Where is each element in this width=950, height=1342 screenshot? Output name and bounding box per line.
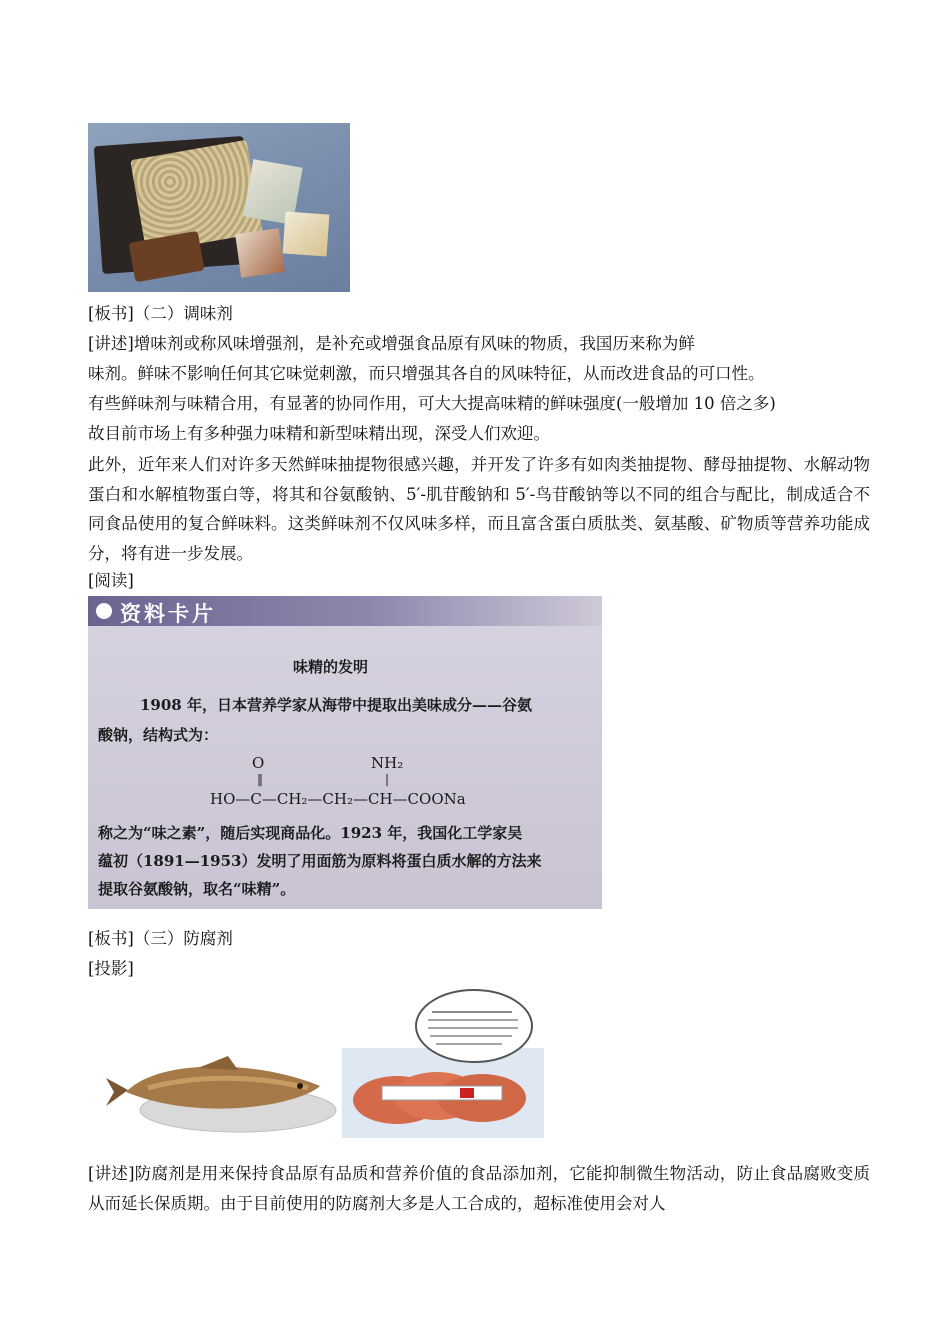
salted-fish-photo — [88, 1040, 338, 1138]
card-text: 提取谷氨酸钠，取名“味精”。 — [98, 880, 296, 898]
single-bond: | — [385, 772, 390, 786]
fish-drawing — [88, 1040, 338, 1138]
lecture-line: 有些鲜味剂与味精合用，有显著的协同作用，可大大提高味精的鲜味强度(一般增加 10 倍之多) — [88, 394, 776, 413]
board-note-preservative: [板书]（三）防腐剂 — [88, 929, 233, 948]
lecture-line: 故目前市场上有多种强力味精和新型味精出现，深受人们欢迎。 — [88, 424, 550, 443]
seasoning-packet — [283, 212, 330, 257]
card-text: 1908 年，日本营养学家从海带中提取出美味成分——谷氨 — [140, 696, 532, 714]
lecture-paragraph: [讲述]防腐剂是用来保持食品原有品质和营养价值的食品添加剂，它能抑制微生物活动，防止食品腐败变质从而延长保质期。由于目前使用的防腐剂大多是人工合成的，超标准使用会对人 — [88, 1164, 870, 1213]
lecture-paragraph: 此外，近年来人们对许多天然鲜味抽提物很感兴趣，并开发了许多有如肉类抽提物、酵母抽提物、水解动物蛋白和水解植物蛋白等，将其和谷氨酸钠、5′-肌苷酸钠和 5′-鸟苷酸钠等以不同的组合与配比，制成适合不同食品使用的复合鲜味料。这类鲜味剂不仅风味多样，而且富含蛋白质肽类、氨基酸、矿物质等营养功能成分，将有进一步发展。 — [88, 455, 870, 563]
board-note-seasoning: [板书]（二）调味剂 — [88, 304, 233, 323]
card-body — [88, 626, 602, 909]
card-header-title: 资料卡片 — [120, 601, 216, 626]
sauce-bowl — [129, 231, 205, 283]
bullet-icon — [96, 603, 112, 619]
reading-label: [阅读] — [88, 571, 134, 590]
card-text: 酸钠，结构式为： — [98, 726, 219, 744]
double-bond: ‖ — [257, 772, 263, 786]
lecture-line: [讲述]增味剂或称风味增强剂，是补充或增强食品原有风味的物质，我国历来称为鲜 — [88, 334, 695, 353]
ham-drawing — [342, 988, 544, 1138]
data-card-image — [88, 596, 602, 909]
projection-label: [投影] — [88, 959, 134, 978]
card-text: 称之为“味之素”，随后实现商品化。1923 年，我国化工学家吴 — [98, 824, 523, 842]
noodle-tray — [94, 136, 253, 274]
chem-oxygen-atom: O — [252, 754, 265, 772]
seasoning-packet — [235, 228, 285, 278]
card-title: 味精的发明 — [293, 658, 369, 676]
card-header — [88, 596, 602, 626]
card-text: 蕴初（1891—1953）发明了用面筋为原料将蛋白质水解的方法来 — [98, 852, 542, 870]
chem-amino-group: NH₂ — [371, 754, 404, 772]
chem-formula: HO—C—CH₂—CH₂—CH—COONa — [210, 790, 466, 808]
instant-noodles-photo — [88, 123, 350, 292]
lecture-line: 味剂。鲜味不影响任何其它味觉刺激，而只增强其各自的风味特征，从而改进食品的可口性。 — [88, 364, 765, 383]
ham-package-photo — [342, 988, 544, 1138]
